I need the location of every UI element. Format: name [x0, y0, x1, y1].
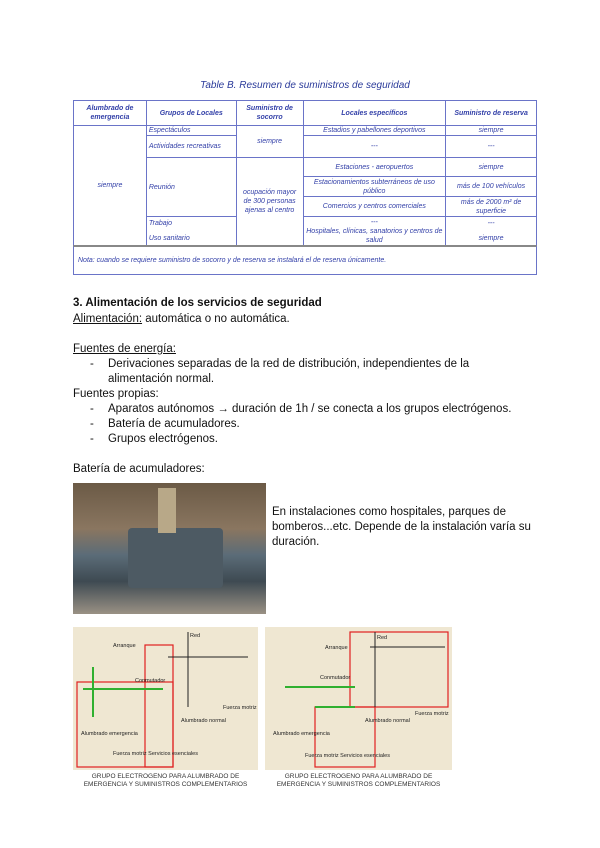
cell: --- — [446, 136, 537, 158]
reserva-siempre: siempre — [478, 235, 504, 242]
cell: Estacionamientos subterráneos de uso público — [303, 177, 446, 197]
group-trabajo: Trabajo — [148, 220, 173, 227]
generator-photo — [73, 483, 266, 614]
header-cell: Alumbrado de emergencia — [74, 101, 147, 126]
cell: Actividades recreativas — [146, 136, 236, 158]
list-item-text: Derivaciones separadas de la red de distribución, independientes de la alimentación normal. — [108, 358, 470, 385]
cell — [146, 217, 236, 246]
cell: Espectáculos — [146, 126, 236, 136]
label-fm-esenciales: Fuerza motriz Servicios esenciales — [113, 751, 198, 757]
cell: ocupación mayor de 300 personas ajenas al centro — [236, 158, 303, 246]
reserva-dash: --- — [487, 220, 495, 227]
cell: Estadios y pabellones deportivos — [303, 126, 446, 136]
section-title: 3. Alimentación de los servicios de seguridad — [73, 297, 322, 309]
label-alumbrado-normal: Alumbrado normal — [365, 718, 410, 724]
table-header-row — [74, 101, 537, 126]
list-item-text: Batería de acumuladores. — [108, 418, 240, 430]
list-item: - Derivaciones separadas de la red de distribución, independientes de la alimentación normal. — [90, 357, 530, 387]
label-conmutador: Conmutador — [320, 675, 351, 681]
local-hospitales: Hospitales, clínicas, sanatorios y centros de salud — [306, 227, 443, 244]
cell: más de 2000 m² de superficie — [446, 197, 537, 217]
label-red: Red — [377, 635, 388, 641]
fuentes-propias-label: Fuentes propias: — [73, 388, 159, 400]
list-item-text: Grupos electrógenos. — [108, 433, 218, 445]
table-note: Nota: cuando se requiere suministro de socorro y de reserva se instalará el de reserva únicamente. — [73, 245, 537, 275]
exhaust-pipe — [158, 488, 176, 533]
list-item: - Aparatos autónomos → duración de 1h / se conecta a los grupos electrógenos. — [90, 403, 512, 415]
cell: siempre — [74, 126, 147, 246]
list-item-text: Aparatos autónomos → duración de 1h / se conecta a los grupos electrógenos. — [108, 403, 512, 415]
local-dash: --- — [370, 218, 378, 226]
cell: Reunión — [146, 158, 236, 217]
label-alumbrado-normal: Alumbrado normal — [181, 718, 226, 724]
cell: Estaciones - aeropuertos — [303, 158, 446, 177]
fuentes-energia-label: Fuentes de energía: — [73, 343, 176, 355]
cell: siempre — [446, 158, 537, 177]
label-alumbrado-emergencia: Alumbrado emergencia — [273, 731, 330, 737]
label-red: Red — [190, 633, 201, 639]
header-cell: Grupos de Locales — [146, 101, 236, 126]
cell — [446, 217, 537, 246]
cell: siempre — [446, 126, 537, 136]
label-fuerza: Fuerza motriz — [415, 711, 449, 717]
list-item: - Grupos electrógenos. — [90, 433, 218, 445]
label-arranque: Arranque — [113, 643, 136, 649]
diagram-2-caption: GRUPO ELECTROGENO PARA ALUMBRADO DE EMERGENCIA Y SUMINISTROS COMPLEMENTARIOS — [276, 773, 441, 788]
diagram-2 — [265, 627, 452, 770]
header-cell: Suministro de socorro — [236, 101, 303, 126]
generator-shape — [128, 528, 223, 588]
diagram-1 — [73, 627, 258, 770]
wiring-diagram-1 — [73, 627, 258, 770]
bateria-label: Batería de acumuladores: — [73, 463, 205, 475]
group-sanitario: Uso sanitario — [148, 235, 190, 242]
header-cell: Locales específicos — [303, 101, 446, 126]
cell: más de 100 vehículos — [446, 177, 537, 197]
cell — [303, 217, 446, 246]
alimentacion-text: automática o no automática. — [142, 313, 290, 325]
alimentacion-line — [73, 312, 290, 327]
diagram-1-caption: GRUPO ELECTROGENO PARA ALUMBRADO DE EMERGENCIA Y SUMINISTROS COMPLEMENTARIOS — [83, 773, 248, 788]
wiring-diagram-2 — [265, 627, 452, 770]
safety-supply-table — [73, 100, 537, 246]
label-arranque: Arranque — [325, 645, 348, 651]
photo-description: En instalaciones como hospitales, parques de bomberos...etc. Depende de la instalación varía su duración. — [272, 506, 531, 548]
label-conmutador: Conmutador — [135, 678, 166, 684]
alimentacion-label: Alimentación: — [73, 313, 143, 325]
table-row — [74, 126, 537, 136]
label-alumbrado-emergencia: Alumbrado emergencia — [81, 731, 138, 737]
cell: --- — [303, 136, 446, 158]
list-item: - Batería de acumuladores. — [90, 418, 240, 430]
label-fuerza: Fuerza motriz — [223, 705, 257, 711]
table-caption: Table B. Resumen de suministros de seguridad — [200, 80, 410, 91]
cell: Comercios y centros comerciales — [303, 197, 446, 217]
header-cell: Suministro de reserva — [446, 101, 537, 126]
label-fm-esenciales: Fuerza motriz Servicios esenciales — [305, 753, 390, 759]
cell: siempre — [236, 126, 303, 158]
